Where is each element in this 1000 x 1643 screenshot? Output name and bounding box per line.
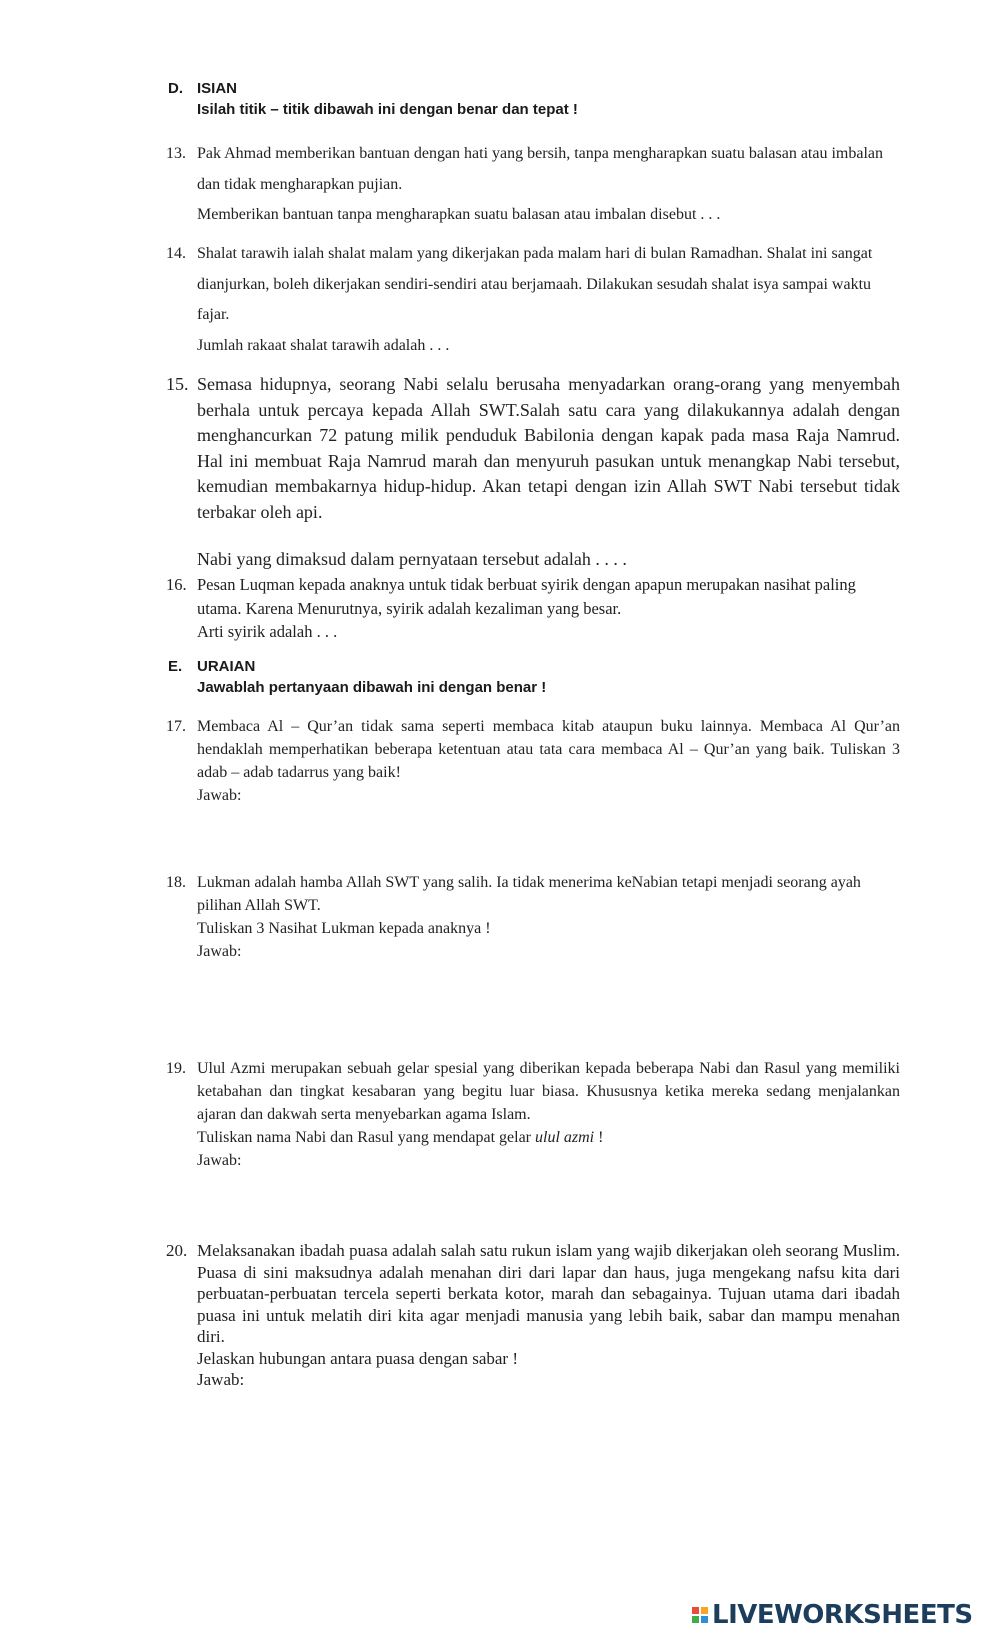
logo-square-icon — [701, 1607, 708, 1614]
question-text: Semasa hidupnya, seorang Nabi selalu berusaha menyadarkan orang-orang yang menyembah berhala untuk percaya kepada Allah SWT.Salah satu cara yang dilakukannya adalah dengan menghancurkan 72 patung milik penduduk Babilonia dengan kapak pada masa Raja Namrud. Hal ini membuat Raja Namrud marah dan menyuruh pasukan untuk menangkap Nabi tersebut, kemudian membakarnya hidup-hidup. Akan tetapi dengan izin Allah SWT Nabi tersebut tidak terbakar oleh api. — [197, 374, 900, 522]
section-instruction: Isilah titik – titik dibawah ini dengan benar dan tepat ! — [197, 101, 578, 118]
question-20 — [166, 1240, 900, 1391]
question-text: Ulul Azmi merupakan sebuah gelar spesial yang diberikan kepada beberapa Nabi dan Rasul yang memiliki ketabahan dan tingkat kesabaran yang begitu luar biasa. Khususnya ketika mereka sedang menjalankan ajaran dan dakwah serta menyebarkan agama Islam. — [197, 1060, 900, 1123]
prompt-suffix: ! — [594, 1129, 604, 1146]
question-17 — [166, 715, 900, 807]
prompt-italic-term: ulul azmi — [535, 1129, 595, 1146]
question-text: Lukman adalah hamba Allah SWT yang salih. Ia tidak menerima keNabian tetapi menjadi seorang ayah pilihan Allah SWT. — [197, 874, 861, 914]
logo-text: LIVEWORKSHEETS — [712, 1600, 973, 1630]
question-14 — [166, 239, 900, 361]
prompt-prefix: Tuliskan nama Nabi dan Rasul yang mendapat gelar — [197, 1129, 535, 1146]
section-title: ISIAN — [197, 80, 238, 97]
question-prompt: Arti syirik adalah . . . — [197, 622, 338, 641]
answer-label: Jawab: — [197, 787, 242, 804]
question-prompt: Nabi yang dimaksud dalam pernyataan tersebut adalah . . . . — [197, 549, 627, 569]
question-number: 15. — [166, 374, 189, 394]
question-number: 13. — [166, 145, 186, 162]
question-text: Pak Ahmad memberikan bantuan dengan hati yang bersih, tanpa mengharapkan suatu balasan atau imbalan dan tidak mengharapkan pujian. — [197, 145, 883, 193]
question-number: 20. — [166, 1241, 188, 1260]
question-prompt: Tuliskan 3 Nasihat Lukman kepada anaknya ! — [197, 920, 491, 937]
question-prompt: Jumlah rakaat shalat tarawih adalah . . . — [197, 336, 450, 354]
question-prompt: Jelaskan hubungan antara puasa dengan sabar ! — [197, 1348, 518, 1368]
question-19 — [166, 1057, 900, 1172]
question-number: 19. — [166, 1060, 186, 1077]
section-title: URAIAN — [197, 658, 256, 675]
answer-label: Jawab: — [197, 1370, 245, 1389]
question-text: Membaca Al – Qur’an tidak sama seperti membaca kitab ataupun buku lainnya. Membaca Al Qur’an hendaklah memperhatikan beberapa ketentuan atau tata cara membaca Al – Qur’an yang baik. Tuliskan 3 adab – adab tadarrus yang baik! — [197, 718, 900, 781]
question-text: Melaksanakan ibadah puasa adalah salah satu rukun islam yang wajib dikerjakan oleh seorang Muslim. Puasa di sini maksudnya adalah menahan diri dari lapar dan haus, juga mengekang nafsu kita dari perbuatan-perbuatan tercela seperti berkata kotor, marah dan sebagainya. Tujuan utama dari ibadah puasa ini untuk melatih diri kita agar menjadi manusia yang lebih baik, sabar dan mampu menahan diri. — [197, 1241, 900, 1346]
logo-mark-icon — [692, 1607, 708, 1623]
question-15 — [166, 372, 900, 573]
question-13 — [166, 139, 900, 231]
logo-square-icon — [692, 1607, 699, 1614]
logo-square-icon — [701, 1616, 708, 1623]
section-instruction: Jawablah pertanyaan dibawah ini dengan benar ! — [197, 679, 547, 696]
question-prompt — [197, 1126, 900, 1149]
section-letter: D. — [168, 80, 183, 97]
answer-label: Jawab: — [197, 1152, 242, 1169]
question-text: Pesan Luqman kepada anaknya untuk tidak berbuat syirik dengan apapun merupakan nasihat paling utama. Karena Menurutnya, syirik adalah kezaliman yang besar. — [197, 575, 856, 618]
question-text: Shalat tarawih ialah shalat malam yang dikerjakan pada malam hari di bulan Ramadhan. Shalat ini sangat dianjurkan, boleh dikerjakan sendiri-sendiri atau berjamaah. Dilakukan sesudah shalat isya sampai waktu fajar. — [197, 245, 873, 323]
logo-square-icon — [692, 1616, 699, 1623]
question-number: 16. — [166, 575, 187, 594]
section-letter: E. — [168, 658, 183, 675]
question-number: 18. — [166, 874, 186, 891]
answer-label: Jawab: — [197, 943, 242, 960]
question-18 — [166, 871, 900, 963]
liveworksheets-logo — [692, 1600, 973, 1630]
question-16 — [166, 573, 900, 644]
question-number: 14. — [166, 245, 186, 262]
question-number: 17. — [166, 718, 186, 735]
question-prompt: Memberikan bantuan tanpa mengharapkan suatu balasan atau imbalan disebut . . . — [197, 206, 721, 223]
